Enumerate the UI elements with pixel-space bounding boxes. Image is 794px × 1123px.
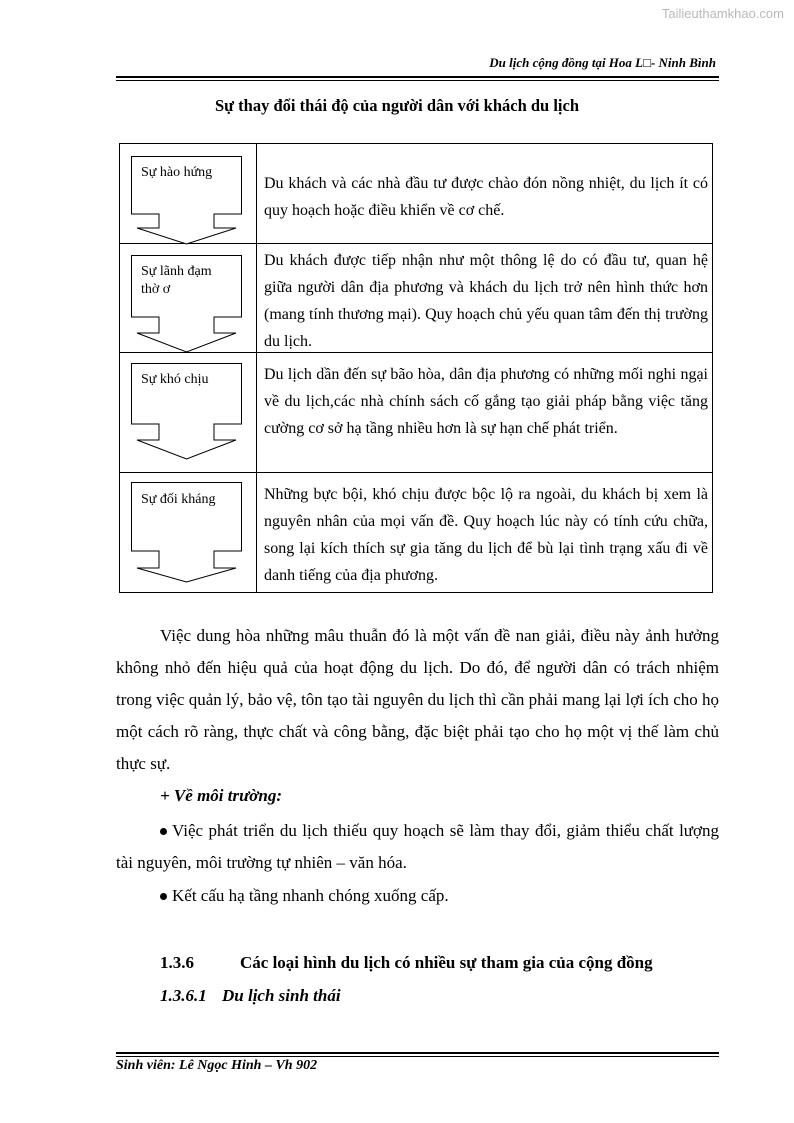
header-rule <box>116 76 719 78</box>
bullet-item: Việc phát triển du lịch thiếu quy hoạch sẽ làm thay đổi, giảm thiểu chất lượng tài nguyên, môi trường tự nhiên – văn hóa. <box>116 821 719 872</box>
row-divider <box>120 472 712 473</box>
stage-description: Du lịch dần đến sự bão hòa, dân địa phương có những mối nghi ngại về du lịch,các nhà chính sách cố gắng tạo giải pháp bằng việc tăng cường cơ sở hạ tầng nhiều hơn là sự hạn chế phát triển. <box>264 366 708 437</box>
header-rule-thin <box>116 80 719 81</box>
stage-description: Du khách và các nhà đầu tư được chào đón nồng nhiệt, du lịch ít có quy hoạch hoặc điều khiển về cơ chế. <box>264 175 708 219</box>
section-heading: 1.3.6 Các loại hình du lịch có nhiều sự tham gia của cộng đồng <box>160 953 653 972</box>
stage-description: Du khách được tiếp nhận như một thông lệ do có đầu tư, quan hệ giữa người dân địa phương và khách du lịch trở nên hình thức hơn (mang tính thương mại). Quy hoạch chủ yếu quan tâm đến thị trường du lịch. <box>264 252 708 350</box>
bullet-icon <box>160 828 167 835</box>
body-paragraph: Việc dung hòa những mâu thuẫn đó là một vấn đề nan giải, điều này ảnh hưởng không nhỏ đến hiệu quả của hoạt động du lịch. Do đó, để người dân có trách nhiệm trong việc quản lý, bảo vệ, tôn tạo tài nguyên du lịch thì cần phải mang lại lợi ích cho họ một cách rõ ràng, thực chất và công bằng, đặc biệt phải tạo cho họ một vị thế làm chủ thực sự. <box>116 626 719 773</box>
footer-rule-thin <box>116 1056 719 1057</box>
stage-description: Những bực bội, khó chịu được bộc lộ ra ngoài, du khách bị xem là nguyên nhân của mọi vấn đề. Quy hoạch lúc này có tính cứu chữa, song lại kích thích sự gia tăng du lịch để bù lại tình trạng xấu đi về danh tiếng của địa phương. <box>264 486 708 584</box>
stage-label: Sự hào hứng <box>141 165 213 180</box>
table-title: Sự thay đổi thái độ của người dân với khách du lịch <box>214 96 580 115</box>
bullet-item: Kết cấu hạ tầng nhanh chóng xuống cấp. <box>116 880 719 912</box>
stage-label: Sự lãnh đạm thờ ơ <box>141 264 212 297</box>
stage-label: Sự khó chịu <box>141 372 209 387</box>
column-divider <box>256 144 257 592</box>
page-header: Du lịch cộng đồng tại Hoa L□- Ninh Bình <box>489 55 716 70</box>
subsection-heading: 1.3.6.1 Du lịch sinh thái <box>160 986 341 1005</box>
page-footer: Sinh viên: Lê Ngọc Hinh – Vh 902 <box>116 1058 318 1073</box>
footer-rule <box>116 1052 719 1054</box>
stage-label: Sự đối kháng <box>141 492 216 507</box>
bullet-icon <box>160 893 167 900</box>
watermark-text: Tailieuthamkhao.com <box>661 6 784 21</box>
environment-heading: + Về môi trường: <box>160 786 283 805</box>
